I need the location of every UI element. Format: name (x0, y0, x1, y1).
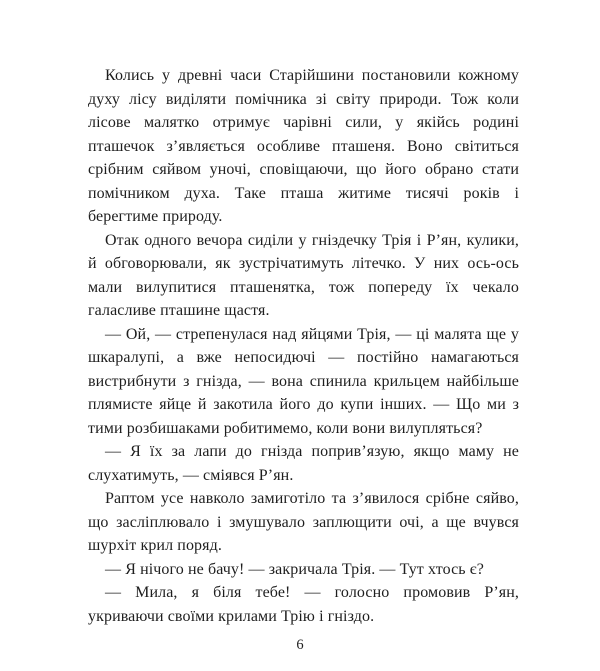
paragraph-dialogue-rian: — Я їх за лапи до гнізда поприв’язую, якщо маму не слухатимуть, — сміявся Р’ян. (88, 443, 519, 484)
body-text (88, 64, 519, 628)
paragraph-dialogue-triia: — Ой, — стрепенулася над яйцями Трія, — ці малята ще у шкаралупі, а вже непосидючі — постійно намагаються вистрибнути з гнізда, — вона спинила крильцем найбільше плямисте яйце й закотила його до купи інших. — Що ми з тими розбишаками робитимемо, коли вони вилупляться? (88, 325, 519, 437)
paragraph-intro: Колись у древні часи Старійшини постановили кожному духу лісу виділяти помічника зі світу природи. Тож коли лісове малятко отримує чарівні сили, у якійсь родині пташечок з’являється особливе пташеня. Воно світиться срібним сяйвом уночі, сповіщаючи, що його обрано стати помічником духа. Таке пташа житиме тисячі років і берегтиме природу. (88, 67, 519, 225)
paragraph-silver-glow: Раптом усе навколо замиготіло та з’явилося срібне сяйво, що засліплювало і змушувало заплющити очі, а ще вчувся шурхіт крил поряд. (88, 490, 519, 554)
paragraph-dialogue-triia-shout: — Я нічого не бачу! — закричала Трія. — Тут хтось є? (105, 560, 484, 578)
page-number: 6 (296, 637, 304, 653)
paragraph-dialogue-rian-cover: — Мила, я біля тебе! — голосно промовив Р’ян, укриваючи своїми крилами Трію і гніздо. (88, 584, 519, 625)
paragraph-nest-evening: Отак одного вечора сиділи у гніздечку Трія і Р’ян, кулики, й обговорювали, як зустрічатимуть літечко. У них ось-ось мали вилупитися пташенятка, тож попереду їх чекало галасливе пташине щастя. (88, 231, 519, 319)
